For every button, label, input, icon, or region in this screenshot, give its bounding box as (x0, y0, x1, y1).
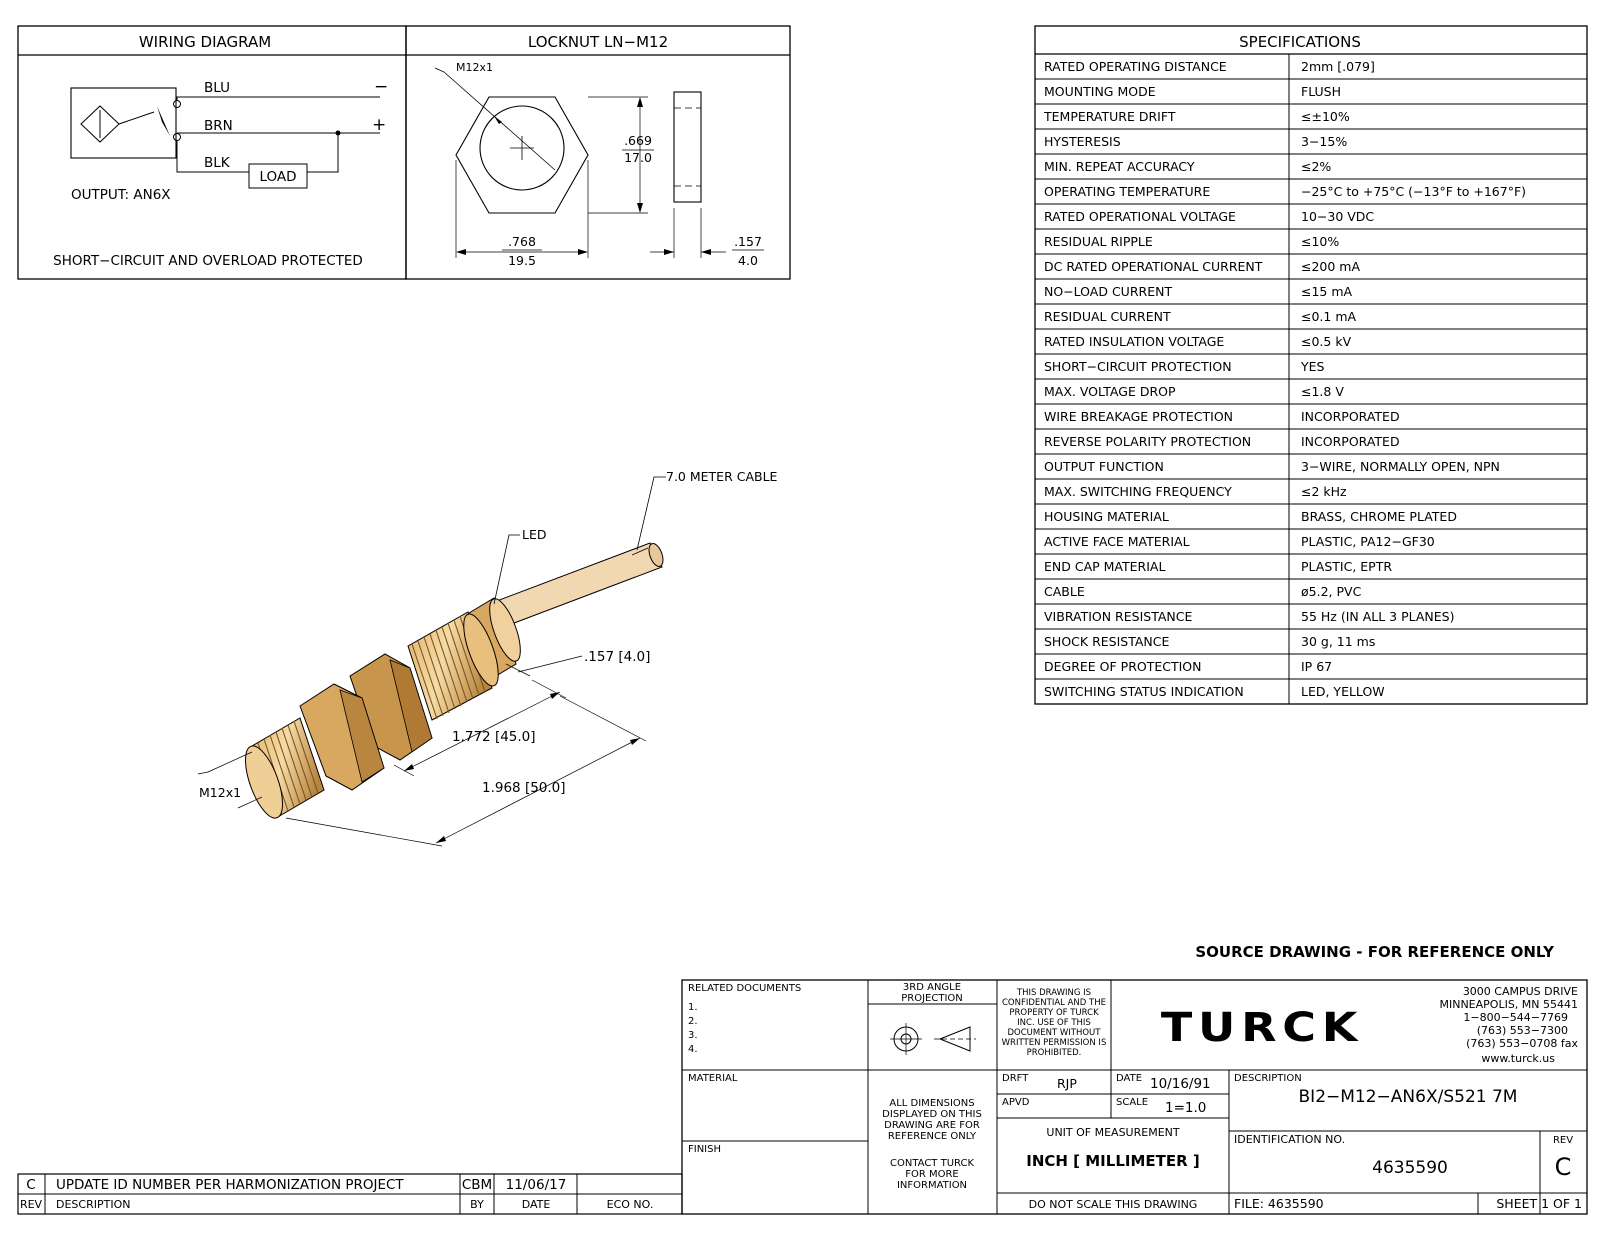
spec-parameter: DC RATED OPERATIONAL CURRENT (1044, 259, 1263, 274)
spec-parameter: HOUSING MATERIAL (1044, 509, 1169, 524)
confidential-line4: INC. USE OF THIS (1017, 1018, 1091, 1028)
spec-value: FLUSH (1301, 84, 1342, 99)
dimensions-note-line4: REFERENCE ONLY (887, 1131, 977, 1142)
scale-label: SCALE (1116, 1097, 1149, 1108)
switch-arrow-icon (157, 106, 170, 136)
revision-by: CBM (461, 1177, 493, 1193)
specifications-table (1035, 26, 1587, 704)
wire-blk-label: BLK (204, 155, 230, 171)
locknut-width-inch: .768 (508, 234, 536, 249)
drafter-value: RJP (1057, 1076, 1077, 1091)
locknut-height-mm: 17.0 (624, 150, 652, 165)
spec-value: ≤2 kHz (1301, 484, 1347, 499)
address-line1: 3000 CAMPUS DRIVE (1462, 985, 1578, 998)
spec-value: PLASTIC, EPTR (1301, 559, 1393, 574)
contact-note-line3: INFORMATION (896, 1180, 968, 1191)
plus-label: + (372, 115, 387, 135)
spec-parameter: ACTIVE FACE MATERIAL (1044, 534, 1190, 549)
spec-value: BRASS, CHROME PLATED (1301, 509, 1457, 524)
finish-label: FINISH (688, 1144, 721, 1155)
approved-label: APVD (1002, 1097, 1030, 1108)
drafter-label: DRFT (1002, 1073, 1029, 1084)
revision-header-by: BY (470, 1198, 484, 1211)
spec-parameter: SWITCHING STATUS INDICATION (1044, 684, 1244, 699)
spec-value: ≤200 mA (1301, 259, 1361, 274)
related-documents-label: RELATED DOCUMENTS (688, 983, 802, 994)
locknut-thickness-mm: 4.0 (738, 253, 758, 268)
spec-value: ≤2% (1301, 159, 1332, 174)
contact-note-line1: CONTACT TURCK (889, 1158, 975, 1169)
revision-block (18, 1174, 682, 1214)
related-doc-4: 4. (688, 1044, 698, 1055)
confidential-line1: THIS DRAWING IS (1016, 988, 1092, 998)
spec-parameter: SHORT−CIRCUIT PROTECTION (1044, 359, 1232, 374)
wiring-diagram-panel (18, 26, 406, 279)
spec-parameter: VIBRATION RESISTANCE (1044, 609, 1193, 624)
spec-value: YES (1301, 359, 1325, 374)
part-description: BI2−M12−AN6X/S521 7M (1298, 1087, 1518, 1107)
spec-parameter: NO−LOAD CURRENT (1044, 284, 1173, 299)
confidential-line6: WRITTEN PERMISSION IS (1001, 1038, 1107, 1048)
spec-value: 3−15% (1301, 134, 1348, 149)
spec-value: ≤1.8 V (1301, 384, 1344, 399)
spec-value: PLASTIC, PA12−GF30 (1301, 534, 1435, 549)
rev-label: REV (1552, 1135, 1574, 1146)
revision-header-rev: REV (19, 1198, 43, 1211)
spec-value: IP 67 (1301, 659, 1333, 674)
spec-parameter: CABLE (1044, 584, 1085, 599)
dimensions-note-line2: DISPLAYED ON THIS (882, 1109, 982, 1120)
revision-date: 11/06/17 (505, 1177, 567, 1193)
spec-parameter: END CAP MATERIAL (1044, 559, 1166, 574)
spec-parameter: TEMPERATURE DRIFT (1044, 109, 1176, 124)
revision-description: UPDATE ID NUMBER PER HARMONIZATION PROJECT (56, 1177, 404, 1193)
spec-parameter: MAX. SWITCHING FREQUENCY (1044, 484, 1232, 499)
identification-number: 4635590 (1372, 1158, 1448, 1178)
spec-value: 10−30 VDC (1301, 209, 1375, 224)
related-doc-3: 3. (688, 1030, 698, 1041)
locknut-height-inch: .669 (624, 133, 652, 148)
contact-bottom (174, 134, 181, 141)
locknut-side-view (674, 92, 701, 202)
spec-value: LED, YELLOW (1301, 684, 1385, 699)
led-callout: LED (522, 527, 547, 542)
address-line6: www.turck.us (1481, 1052, 1555, 1065)
locknut-thread-label: M12x1 (456, 61, 493, 74)
spec-value: ≤0.5 kV (1301, 334, 1352, 349)
spec-value: 3−WIRE, NORMALLY OPEN, NPN (1301, 459, 1500, 474)
do-not-scale-note: DO NOT SCALE THIS DRAWING (1028, 1198, 1198, 1211)
spec-value: −25°C to +75°C (−13°F to +167°F) (1301, 184, 1527, 199)
spec-parameter: SHOCK RESISTANCE (1044, 634, 1170, 649)
revision-letter: C (26, 1177, 36, 1193)
confidential-line7: PROHIBITED. (1026, 1048, 1082, 1058)
total-length-dimension: 1.968 [50.0] (482, 780, 566, 796)
spec-value: ≤±10% (1301, 109, 1350, 124)
date-value: 10/16/91 (1150, 1076, 1211, 1092)
spec-value: 2mm [.079] (1301, 59, 1375, 74)
spec-parameter: MIN. REPEAT ACCURACY (1044, 159, 1195, 174)
spec-parameter: RATED INSULATION VOLTAGE (1044, 334, 1225, 349)
identification-label: IDENTIFICATION NO. (1234, 1133, 1346, 1146)
spec-parameter: WIRE BREAKAGE PROTECTION (1044, 409, 1234, 424)
spec-parameter: RESIDUAL CURRENT (1044, 309, 1171, 324)
spec-value: ø5.2, PVC (1301, 584, 1362, 599)
specifications-title: SPECIFICATIONS (1239, 33, 1361, 51)
third-angle-projection-icon (890, 1023, 976, 1055)
spec-value: ≤0.1 mA (1301, 309, 1357, 324)
output-label: OUTPUT: AN6X (71, 187, 171, 203)
thread-size-dimension: M12x1 (199, 785, 242, 800)
spec-parameter: RESIDUAL RIPPLE (1044, 234, 1153, 249)
turck-logo: TURCK (1160, 1004, 1364, 1052)
spec-value: INCORPORATED (1301, 409, 1400, 424)
title-block (682, 980, 1587, 1214)
thickness-dimension: .157 [4.0] (584, 649, 651, 665)
revision-header-date: DATE (521, 1198, 551, 1211)
spec-value: ≤10% (1301, 234, 1340, 249)
address-line4: (763) 553−7300 (1476, 1024, 1568, 1037)
spec-value: 30 g, 11 ms (1301, 634, 1376, 649)
related-doc-2: 2. (688, 1016, 698, 1027)
material-label: MATERIAL (688, 1073, 738, 1084)
thread-length-dimension: 1.772 [45.0] (452, 729, 536, 745)
spec-parameter: MOUNTING MODE (1044, 84, 1156, 99)
address-line2: MINNEAPOLIS, MN 55441 (1439, 998, 1578, 1011)
confidential-line5: DOCUMENT WITHOUT (1007, 1028, 1101, 1038)
dimensions-note-line1: ALL DIMENSIONS (889, 1098, 975, 1109)
projection-label-line1: 3RD ANGLE (902, 982, 962, 993)
revision-header-eco: ECO NO. (606, 1198, 654, 1211)
scale-value: 1=1.0 (1165, 1100, 1207, 1116)
rev-value: C (1554, 1153, 1572, 1181)
locknut-thickness-inch: .157 (734, 234, 762, 249)
spec-value: ≤15 mA (1301, 284, 1353, 299)
protection-label: SHORT−CIRCUIT AND OVERLOAD PROTECTED (53, 253, 363, 269)
date-label: DATE (1116, 1073, 1143, 1084)
unit-of-measurement-value: INCH [ MILLIMETER ] (1026, 1152, 1200, 1170)
confidential-line3: PROPERTY OF TURCK (1009, 1008, 1099, 1018)
wiring-diagram-title: WIRING DIAGRAM (138, 33, 272, 51)
spec-value: 55 Hz (IN ALL 3 PLANES) (1301, 609, 1455, 624)
sheet-label: SHEET 1 OF 1 (1496, 1196, 1582, 1211)
contact-note-line2: FOR MORE (905, 1169, 959, 1180)
sensor-symbol (71, 88, 176, 158)
locknut-title: LOCKNUT LN−M12 (527, 33, 669, 51)
minus-label: − (374, 77, 389, 97)
revision-header-description: DESCRIPTION (56, 1198, 131, 1211)
related-doc-1: 1. (688, 1002, 698, 1013)
locknut-width-mm: 19.5 (508, 253, 536, 268)
cable-callout: 7.0 METER CABLE (666, 469, 778, 484)
spec-parameter: OPERATING TEMPERATURE (1044, 184, 1211, 199)
spec-parameter: RATED OPERATING DISTANCE (1044, 59, 1227, 74)
file-label: FILE: 4635590 (1234, 1196, 1324, 1211)
address-line3: 1−800−544−7769 (1463, 1011, 1568, 1024)
spec-parameter: HYSTERESIS (1044, 134, 1121, 149)
projection-label-line2: PROJECTION (901, 993, 963, 1004)
description-label: DESCRIPTION (1234, 1073, 1302, 1084)
wire-brn-label: BRN (204, 118, 233, 134)
unit-of-measurement-label: UNIT OF MEASUREMENT (1046, 1126, 1180, 1139)
spec-parameter: MAX. VOLTAGE DROP (1044, 384, 1176, 399)
spec-parameter: REVERSE POLARITY PROTECTION (1044, 434, 1252, 449)
spec-value: INCORPORATED (1301, 434, 1400, 449)
wire-blu-label: BLU (204, 80, 230, 96)
confidential-line2: CONFIDENTIAL AND THE (1002, 998, 1106, 1008)
spec-parameter: RATED OPERATIONAL VOLTAGE (1044, 209, 1236, 224)
locknut-panel (406, 26, 790, 279)
contact-top (174, 101, 181, 108)
spec-parameter: DEGREE OF PROTECTION (1044, 659, 1202, 674)
address-line5: (763) 553−0708 fax (1466, 1037, 1578, 1050)
dimensions-note-line3: DRAWING ARE FOR (884, 1120, 980, 1131)
load-label: LOAD (259, 169, 297, 185)
source-drawing-note: SOURCE DRAWING - FOR REFERENCE ONLY (1195, 943, 1554, 961)
spec-parameter: OUTPUT FUNCTION (1044, 459, 1164, 474)
